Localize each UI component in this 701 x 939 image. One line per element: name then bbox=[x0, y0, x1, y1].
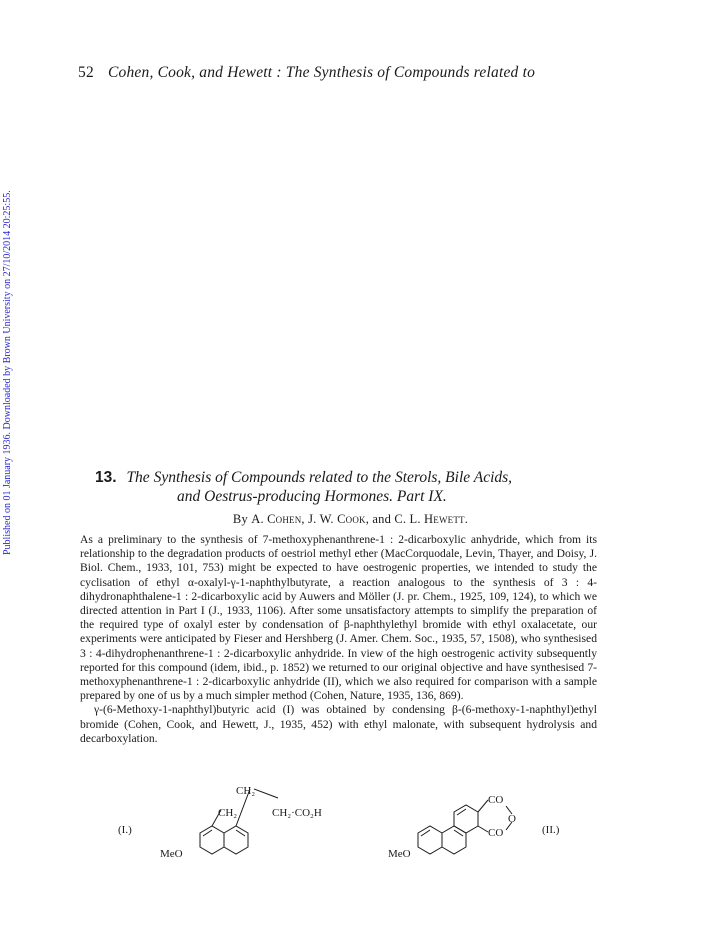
author-1: A. Cohen, bbox=[251, 512, 305, 526]
structural-formulas bbox=[100, 780, 620, 890]
body-paragraph-1: As a preliminary to the synthesis of 7-methoxyphenanthrene-1 : 2-dicarboxylic anhydride, which from its relationship to the degradation products of oestriol methyl ether (MacCorquodale, Levin, Thayer, and Doisy, J. Biol. Chem., 1933, 101, 753) might be expected to have oestrogenic properties, we intended to study the cyclisation of ethyl α-oxalyl-γ-1-naphthylbutyrate, a reaction analogous to the synthesis of 3 : 4-dihydronaphthalene-1 : 2-dicarboxylic acid by Auwers and Möller (J. pr. Chem., 1925, 109, 124), to which we directed attention in Part I (J., 1933, 1106). After some unsatisfactory attempts to simplify the preparation of the required type of oxalyl ester by condensation of β-naphthylethyl bromide with ethyl oxalacetate, our experiments were anticipated by Fieser and Hershberg (J. Amer. Chem. Soc., 1935, 57, 1508), who synthesised 3 : 4-dihydrophenanthrene-1 : 2-dicarboxylic anhydride. In view of the high oestrogenic activity subsequently reported for this compound (idem, ibid., p. 1852) we returned to our original objective and have synthesised 7-methoxyphenanthrene-1 : 2-dicarboxylic anhydride (II), which we also required for comparison with a sample prepared by one of us by a much simpler method (Cohen, Nature, 1935, 136, 869). bbox=[80, 533, 597, 703]
formula-2-co-top: CO bbox=[488, 794, 504, 806]
running-head-text: Cohen, Cook, and Hewett : The Synthesis of Compounds related to bbox=[107, 64, 536, 81]
title-line-2: and Oestrus-producing Hormones. Part IX. bbox=[177, 488, 447, 505]
author-2: J. W. Cook, bbox=[308, 512, 370, 526]
formula-1-side-chain: CH₂·CO₂H bbox=[272, 807, 322, 819]
formula-2-anhydride-o: O bbox=[508, 813, 516, 825]
formula-2-label: (II.) bbox=[542, 824, 560, 836]
title-line-1: The Synthesis of Compounds related to the Sterols, Bile Acids, bbox=[126, 469, 513, 486]
formula-1-ch2-mid: CH₂ bbox=[218, 807, 238, 819]
formula-2-co-bottom: CO bbox=[488, 827, 504, 839]
formula-1-label: (I.) bbox=[118, 824, 132, 836]
running-head bbox=[78, 64, 638, 82]
formula-1-naphthalene-rings bbox=[200, 789, 278, 854]
byline bbox=[0, 512, 701, 527]
formula-1-meo: MeO bbox=[160, 848, 183, 860]
publication-stamp: Published on 01 January 1936. Downloaded by Brown University on 27/10/2014 20:25:55. bbox=[2, 190, 13, 555]
body-paragraph-2: γ-(6-Methoxy-1-naphthyl)butyric acid (I) was obtained by condensing β-(6-methoxy-1-naphthyl)ethyl bromide (Cohen, Cook, and Hewett, J., 1935, 452) with ethyl malonate, with subsequent hydrolysis and decarboxylation. bbox=[80, 703, 597, 745]
author-conjunction: and bbox=[372, 512, 392, 526]
formula-drawing bbox=[100, 780, 620, 890]
formula-2-meo: MeO bbox=[388, 848, 411, 860]
author-3: C. L. Hewett. bbox=[394, 512, 469, 526]
article-body bbox=[80, 533, 597, 746]
page-number: 52 bbox=[78, 64, 94, 81]
article-title bbox=[95, 468, 605, 506]
byline-prefix: By bbox=[232, 512, 252, 526]
formula-1-ch2-top: CH₂ bbox=[236, 785, 256, 797]
article-number: 13. bbox=[95, 469, 117, 486]
